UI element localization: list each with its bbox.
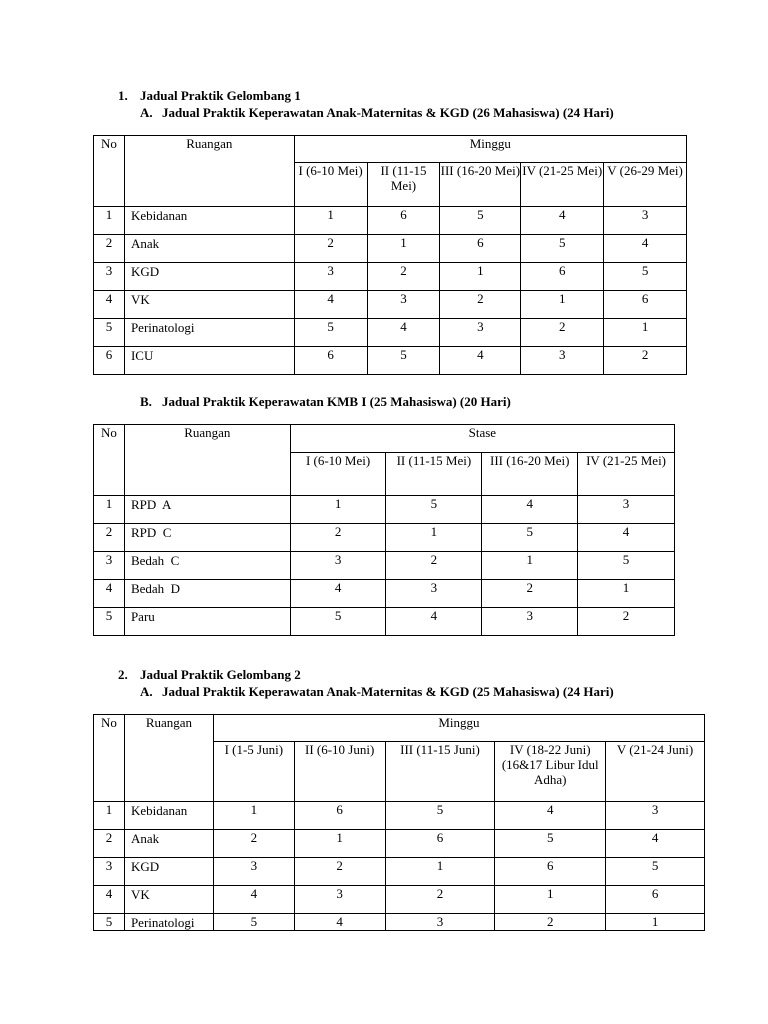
row-number: 3 bbox=[94, 263, 125, 291]
row-number: 1 bbox=[94, 496, 125, 524]
schedule-cell: 5 bbox=[578, 552, 675, 580]
schedule-cell: 4 bbox=[440, 347, 521, 375]
room-name: ICU bbox=[124, 347, 294, 375]
table-row bbox=[94, 608, 675, 636]
schedule-table-1b bbox=[93, 424, 675, 636]
schedule-cell: 3 bbox=[386, 580, 482, 608]
schedule-cell: 1 bbox=[213, 802, 294, 830]
schedule-cell: 5 bbox=[367, 347, 440, 375]
schedule-cell: 5 bbox=[482, 524, 578, 552]
schedule-cell: 2 bbox=[294, 235, 367, 263]
schedule-cell: 6 bbox=[367, 207, 440, 235]
schedule-cell: 3 bbox=[294, 886, 385, 914]
schedule-cell: 1 bbox=[440, 263, 521, 291]
schedule-cell: 2 bbox=[294, 858, 385, 886]
schedule-cell: 4 bbox=[386, 608, 482, 636]
schedule-cell: 4 bbox=[294, 291, 367, 319]
schedule-cell: 5 bbox=[386, 496, 482, 524]
schedule-cell: 3 bbox=[385, 914, 495, 931]
schedule-cell: 5 bbox=[521, 235, 604, 263]
schedule-table-1a bbox=[93, 135, 687, 375]
schedule-cell: 2 bbox=[440, 291, 521, 319]
room-name: RPD C bbox=[124, 524, 290, 552]
table-row bbox=[94, 802, 705, 830]
table-row bbox=[94, 552, 675, 580]
schedule-cell: 5 bbox=[290, 608, 386, 636]
room-name: KGD bbox=[124, 263, 294, 291]
schedule-cell: 4 bbox=[606, 830, 705, 858]
header-week: I (6-10 Mei) bbox=[294, 163, 367, 207]
section-number: 2. bbox=[118, 667, 128, 682]
schedule-cell: 2 bbox=[367, 263, 440, 291]
table-title: Jadual Praktik Keperawatan KMB I (25 Mahasiswa) (20 Hari) bbox=[162, 394, 511, 409]
schedule-cell: 3 bbox=[213, 858, 294, 886]
header-room: Ruangan bbox=[124, 715, 213, 802]
table-row bbox=[94, 830, 705, 858]
schedule-cell: 1 bbox=[606, 914, 705, 931]
schedule-cell: 6 bbox=[440, 235, 521, 263]
schedule-cell: 3 bbox=[606, 802, 705, 830]
schedule-cell: 6 bbox=[495, 858, 606, 886]
schedule-cell: 6 bbox=[606, 886, 705, 914]
row-number: 4 bbox=[94, 886, 125, 914]
schedule-cell: 4 bbox=[604, 235, 687, 263]
table-row bbox=[94, 524, 675, 552]
room-name: VK bbox=[124, 291, 294, 319]
header-group: Minggu bbox=[294, 136, 686, 163]
schedule-cell: 5 bbox=[385, 802, 495, 830]
schedule-cell: 3 bbox=[521, 347, 604, 375]
schedule-cell: 3 bbox=[482, 608, 578, 636]
room-name: Anak bbox=[124, 830, 213, 858]
table-row bbox=[94, 886, 705, 914]
schedule-cell: 3 bbox=[440, 319, 521, 347]
row-number: 5 bbox=[94, 608, 125, 636]
schedule-cell: 1 bbox=[604, 319, 687, 347]
row-number: 5 bbox=[94, 914, 125, 931]
table-title: Jadual Praktik Keperawatan Anak-Maternitas & KGD (25 Mahasiswa) (24 Hari) bbox=[162, 684, 614, 699]
schedule-cell: 6 bbox=[604, 291, 687, 319]
room-name: Anak bbox=[124, 235, 294, 263]
schedule-cell: 3 bbox=[290, 552, 386, 580]
schedule-cell: 6 bbox=[294, 802, 385, 830]
header-room: Ruangan bbox=[124, 425, 290, 496]
row-number: 5 bbox=[94, 319, 125, 347]
schedule-cell: 4 bbox=[367, 319, 440, 347]
header-no: No bbox=[94, 136, 125, 207]
room-name: Kebidanan bbox=[124, 802, 213, 830]
header-week: V (26-29 Mei) bbox=[604, 163, 687, 207]
schedule-cell: 5 bbox=[213, 914, 294, 931]
table-row bbox=[94, 207, 687, 235]
room-name: Perinatologi bbox=[124, 914, 213, 931]
table-row bbox=[94, 319, 687, 347]
schedule-cell: 2 bbox=[213, 830, 294, 858]
table-row bbox=[94, 580, 675, 608]
row-number: 1 bbox=[94, 207, 125, 235]
schedule-cell: 5 bbox=[606, 858, 705, 886]
schedule-cell: 1 bbox=[482, 552, 578, 580]
table-row bbox=[94, 235, 687, 263]
row-number: 6 bbox=[94, 347, 125, 375]
table-row bbox=[94, 263, 687, 291]
room-name: Bedah D bbox=[124, 580, 290, 608]
section-1-heading bbox=[118, 88, 301, 104]
header-room: Ruangan bbox=[124, 136, 294, 207]
schedule-cell: 1 bbox=[578, 580, 675, 608]
row-number: 2 bbox=[94, 235, 125, 263]
row-number: 3 bbox=[94, 552, 125, 580]
schedule-cell: 4 bbox=[578, 524, 675, 552]
header-week: IV (21-25 Mei) bbox=[521, 163, 604, 207]
room-name: KGD bbox=[124, 858, 213, 886]
table-title: Jadual Praktik Keperawatan Anak-Maternitas & KGD (26 Mahasiswa) (24 Hari) bbox=[162, 105, 614, 120]
table-row bbox=[94, 291, 687, 319]
section-title: Jadual Praktik Gelombang 2 bbox=[140, 667, 301, 682]
schedule-cell: 1 bbox=[521, 291, 604, 319]
header-week: IV (18-22 Juni) (16&17 Libur Idul Adha) bbox=[495, 742, 606, 802]
room-name: VK bbox=[124, 886, 213, 914]
schedule-cell: 4 bbox=[213, 886, 294, 914]
schedule-cell: 1 bbox=[367, 235, 440, 263]
schedule-cell: 3 bbox=[367, 291, 440, 319]
table-letter: A. bbox=[140, 105, 153, 120]
table-row bbox=[94, 496, 675, 524]
header-week: II (6-10 Juni) bbox=[294, 742, 385, 802]
header-week: IV (21-25 Mei) bbox=[578, 453, 675, 496]
schedule-cell: 1 bbox=[294, 830, 385, 858]
table-1b-heading bbox=[140, 394, 511, 410]
row-number: 4 bbox=[94, 291, 125, 319]
schedule-cell: 5 bbox=[440, 207, 521, 235]
schedule-cell: 6 bbox=[385, 830, 495, 858]
schedule-cell: 5 bbox=[495, 830, 606, 858]
schedule-cell: 2 bbox=[386, 552, 482, 580]
schedule-cell: 1 bbox=[495, 886, 606, 914]
schedule-cell: 4 bbox=[482, 496, 578, 524]
schedule-cell: 2 bbox=[495, 914, 606, 931]
header-week: III (11-15 Juni) bbox=[385, 742, 495, 802]
schedule-cell: 1 bbox=[290, 496, 386, 524]
schedule-cell: 3 bbox=[604, 207, 687, 235]
schedule-cell: 6 bbox=[521, 263, 604, 291]
schedule-table-2a bbox=[93, 714, 705, 931]
header-week: I (1-5 Juni) bbox=[213, 742, 294, 802]
schedule-cell: 2 bbox=[290, 524, 386, 552]
room-name: Paru bbox=[124, 608, 290, 636]
schedule-cell: 1 bbox=[386, 524, 482, 552]
room-name: Perinatologi bbox=[124, 319, 294, 347]
table-row bbox=[94, 347, 687, 375]
table-letter: B. bbox=[140, 394, 152, 409]
schedule-cell: 5 bbox=[294, 319, 367, 347]
table-letter: A. bbox=[140, 684, 153, 699]
schedule-cell: 4 bbox=[521, 207, 604, 235]
schedule-cell: 6 bbox=[294, 347, 367, 375]
header-week: III (16-20 Mei) bbox=[482, 453, 578, 496]
schedule-cell: 4 bbox=[294, 914, 385, 931]
schedule-cell: 4 bbox=[290, 580, 386, 608]
room-name: RPD A bbox=[124, 496, 290, 524]
section-2-heading bbox=[118, 667, 301, 683]
table-row bbox=[94, 914, 705, 931]
schedule-cell: 4 bbox=[495, 802, 606, 830]
section-title: Jadual Praktik Gelombang 1 bbox=[140, 88, 301, 103]
schedule-cell: 1 bbox=[294, 207, 367, 235]
table-row bbox=[94, 858, 705, 886]
header-group: Minggu bbox=[213, 715, 704, 742]
header-week: V (21-24 Juni) bbox=[606, 742, 705, 802]
row-number: 1 bbox=[94, 802, 125, 830]
row-number: 2 bbox=[94, 830, 125, 858]
room-name: Kebidanan bbox=[124, 207, 294, 235]
schedule-cell: 1 bbox=[385, 858, 495, 886]
schedule-cell: 3 bbox=[578, 496, 675, 524]
header-no: No bbox=[94, 425, 125, 496]
schedule-cell: 5 bbox=[604, 263, 687, 291]
row-number: 2 bbox=[94, 524, 125, 552]
schedule-cell: 2 bbox=[578, 608, 675, 636]
row-number: 3 bbox=[94, 858, 125, 886]
table-2a-heading bbox=[140, 684, 614, 700]
schedule-cell: 2 bbox=[521, 319, 604, 347]
header-week: II (11-15 Mei) bbox=[386, 453, 482, 496]
schedule-cell: 3 bbox=[294, 263, 367, 291]
table-1a-heading bbox=[140, 105, 614, 121]
schedule-cell: 2 bbox=[385, 886, 495, 914]
header-week: II (11-15 Mei) bbox=[367, 163, 440, 207]
header-group: Stase bbox=[290, 425, 674, 453]
header-week: I (6-10 Mei) bbox=[290, 453, 386, 496]
header-no: No bbox=[94, 715, 125, 802]
row-number: 4 bbox=[94, 580, 125, 608]
room-name: Bedah C bbox=[124, 552, 290, 580]
schedule-cell: 2 bbox=[482, 580, 578, 608]
header-week: III (16-20 Mei) bbox=[440, 163, 521, 207]
section-number: 1. bbox=[118, 88, 128, 103]
schedule-cell: 2 bbox=[604, 347, 687, 375]
